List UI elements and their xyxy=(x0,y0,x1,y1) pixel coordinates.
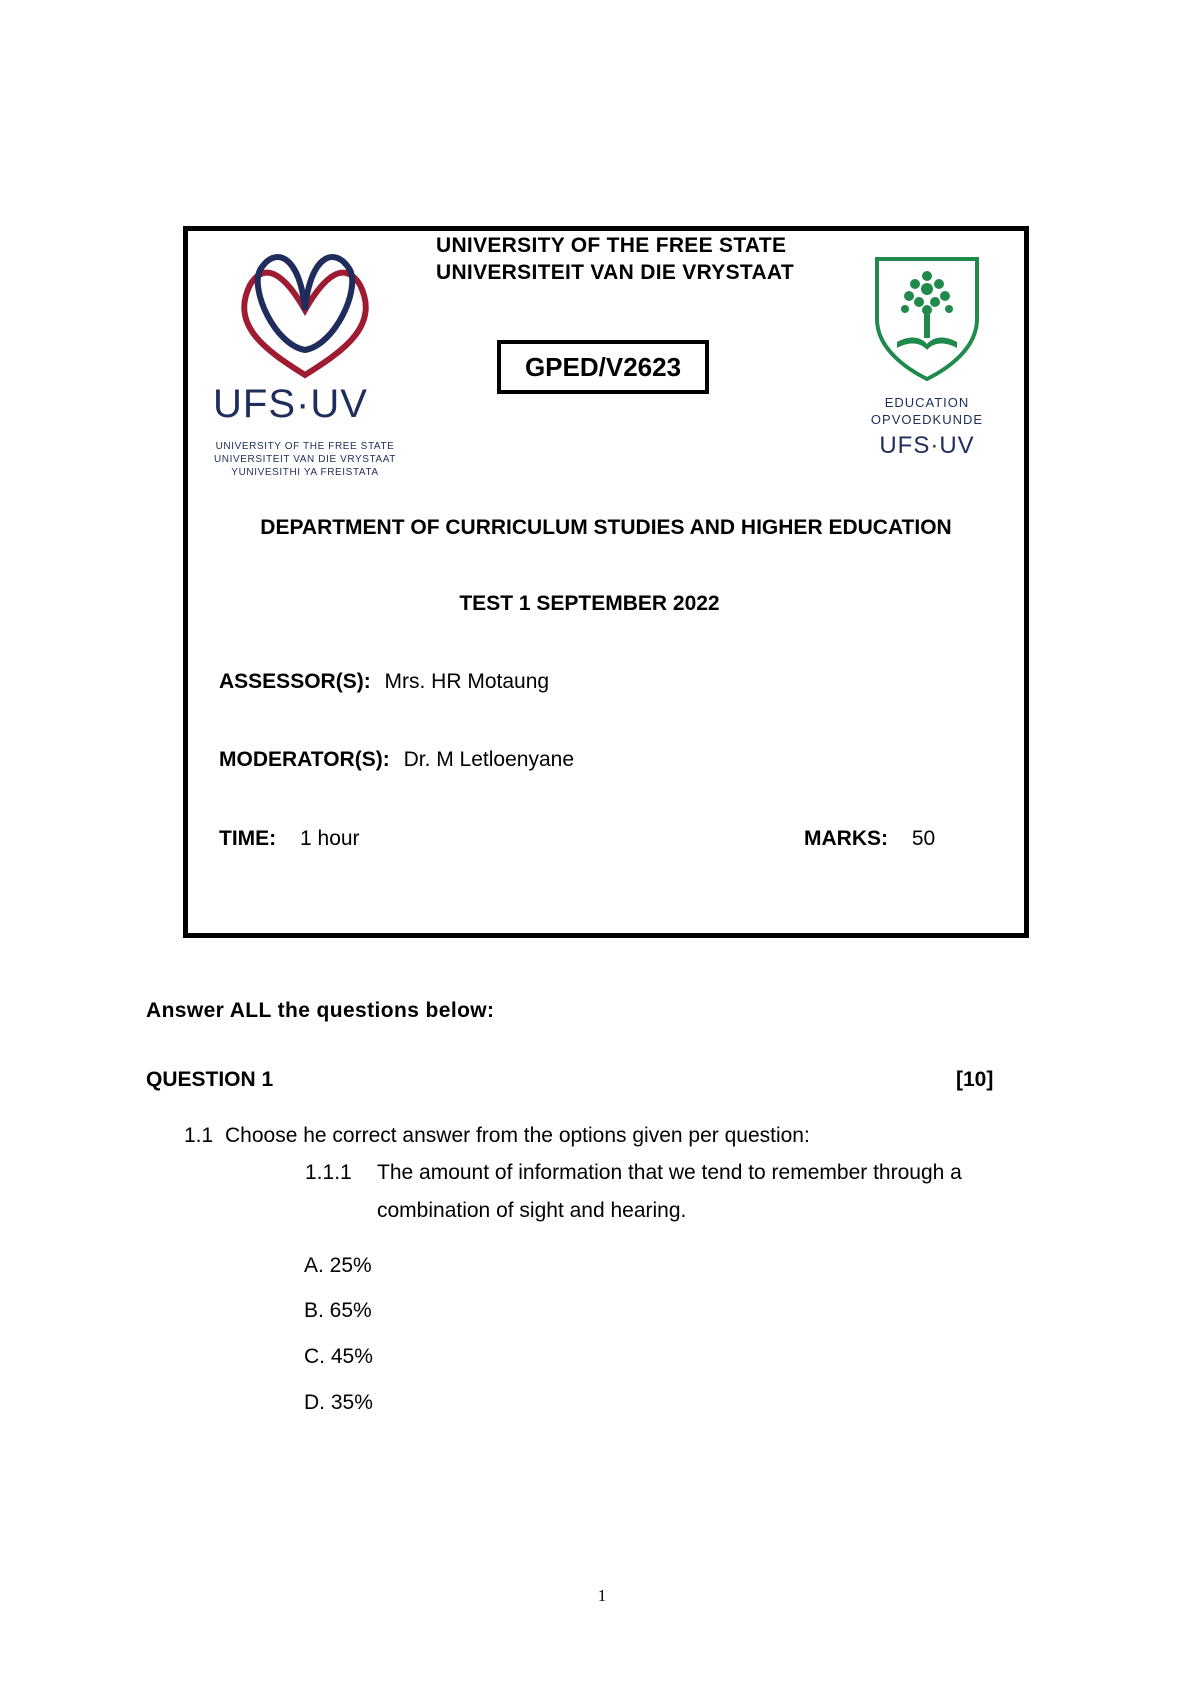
item-text-line-1: The amount of information that we tend to remember through a xyxy=(377,1161,962,1184)
department-title: DEPARTMENT OF CURRICULUM STUDIES AND HIGHER EDUCATION xyxy=(260,516,952,539)
ufs-logo xyxy=(205,250,405,480)
assessor-row xyxy=(219,670,549,694)
education-logo xyxy=(862,254,992,464)
ufs-logo-icon xyxy=(205,250,405,380)
ufs-logo-line-3: YUNIVESITHI YA FREISTATA xyxy=(231,467,379,478)
moderator-value: Dr. M Letloenyane xyxy=(403,748,574,771)
question-marks: [10] xyxy=(956,1068,994,1091)
education-tree-shield-icon xyxy=(867,254,997,384)
item-number: 1.1.1 xyxy=(305,1161,352,1184)
marks-value: 50 xyxy=(911,827,936,850)
moderator-row xyxy=(219,748,574,772)
university-name-en: UNIVERSITY OF THE FREE STATE xyxy=(436,234,787,257)
assessor-value: Mrs. HR Motaung xyxy=(384,670,550,693)
time-row xyxy=(219,827,360,851)
education-label: EDUCATION xyxy=(884,395,970,410)
instructions: Answer ALL the questions below: xyxy=(146,999,495,1022)
test-title: TEST 1 SEPTEMBER 2022 xyxy=(459,592,720,615)
marks-label: MARKS: xyxy=(804,827,888,850)
education-wordmark: UFS·UV xyxy=(879,432,975,459)
option-a: A. 25% xyxy=(304,1254,372,1277)
sub-question-number: 1.1 xyxy=(184,1124,214,1147)
option-b: B. 65% xyxy=(304,1299,372,1322)
marks-row xyxy=(804,827,935,851)
ufs-logo-line-2: UNIVERSITEIT VAN DIE VRYSTAAT xyxy=(213,454,397,465)
item-text-line-2: combination of sight and hearing. xyxy=(377,1199,687,1222)
assessor-label: ASSESSOR(S): xyxy=(219,670,371,693)
moderator-label: MODERATOR(S): xyxy=(219,748,390,771)
module-code: GPED/V2623 xyxy=(497,340,709,394)
question-title: QUESTION 1 xyxy=(146,1068,274,1091)
option-d: D. 35% xyxy=(304,1391,373,1414)
sub-question-text: Choose he correct answer from the options given per question: xyxy=(225,1124,810,1147)
page-number: 1 xyxy=(597,1586,607,1605)
university-name-af: UNIVERSITEIT VAN DIE VRYSTAAT xyxy=(436,261,794,284)
ufs-wordmark: UFS·UV xyxy=(213,382,368,426)
option-c: C. 45% xyxy=(304,1345,373,1368)
opvoedkunde-label: OPVOEDKUNDE xyxy=(870,412,984,427)
time-label: TIME: xyxy=(219,827,277,850)
ufs-logo-line-1: UNIVERSITY OF THE FREE STATE xyxy=(215,441,395,452)
time-value: 1 hour xyxy=(300,827,360,850)
